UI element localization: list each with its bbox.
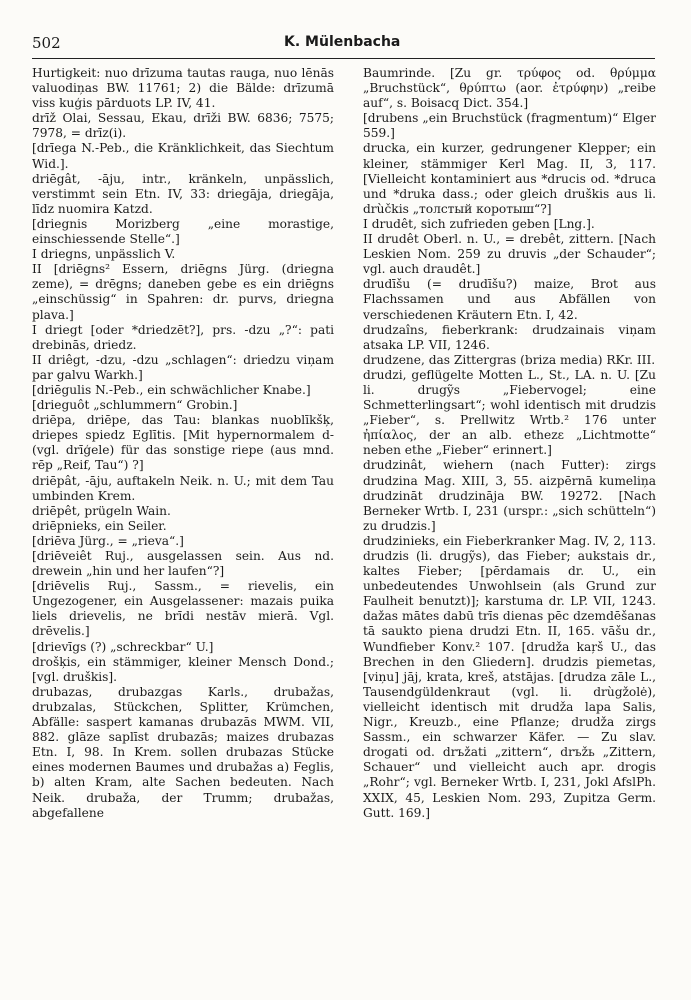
dictionary-entry: I driegt [oder *driedzēt?], prs. -dzu „?“: pati drebinās, driedz. [32, 322, 334, 352]
page-header [32, 34, 655, 54]
dictionary-entry: drudzis (li. drugỹs), das Fieber; aukstais dr., kaltes Fieber; [pērdamais dr. U., ein unbedeutendes Unwohlsein (als Grund zur Faulheit benutzt)]; karstuma dr. LP. VII, 1243. dažas mātes dabū trīs dienas pēc dzemdēšanas tā saukto piena drudzi Etn. II, 165. vāšu dr., Wundfieber Konv.² 107. [drudža kaŗš U., das Brechen in den Gliedern]. drudzis piemetas, [viņu] jāj, krata, kreš, atstājas. [drudza zāle L., Tausendgüldenkraut (vgl. li. drùgžolė), vielleicht identisch mit drudža lapa Salis, Nigr., Kreuzb., eine Pflanze; drudža zirgs Sassm., ein schwarzer Käfer. — Zu slav. drogati od. drъžati „zittern“, drъžь „Zittern, Schauer“ und vielleicht auch apr. drogis „Rohr“; vgl. Berneker Wrtb. I, 231, Jokl AfslPh. XXIX, 45, Leskien Nom. 293, Zupitza Germ. Gutt. 169.] [363, 549, 656, 820]
dictionary-entry: [driēvelis Ruj., Sassm., = rievelis, ein Ungezogener, ein Ausgelassener: mazais puika liels drievelis, ne brīdi nestāv mierā. Vgl. drēvelis.] [32, 579, 334, 639]
dictionary-entry: drudzinieks, ein Fieberkranker Mag. IV, 2, 113. [363, 533, 656, 548]
dictionary-entry: [drīega N.-Peb., die Kränklichkeit, das Siechtum Wid.]. [32, 141, 334, 171]
dictionary-entry: drīž Olai, Sessau, Ekau, drīži BW. 6836; 7575; 7978, = drīz(i). [32, 111, 334, 141]
dictionary-entry: [driēgulis N.-Peb., ein schwächlicher Knabe.] [32, 382, 311, 397]
right-column [363, 66, 656, 986]
dictionary-entry: [driegnis Morizberg „eine morastige, einschiessende Stelle“.] [32, 216, 334, 247]
dictionary-entry: driēpa, driēpe, das Tau: blankas nuoblīkšķ, driepes spiedz Eglītis. [Mit hypernormalem d- (vgl. drīģele) für das sonstige riepe (aus mnd. rēp „Reif, Tau“) ?] [32, 413, 334, 473]
page-number: 502 [32, 34, 61, 52]
dictionary-entry: II driêgt, -dzu, -dzu „schlagen“: driedzu viņam par galvu Warkh.] [32, 352, 334, 382]
dictionary-entry: drošķis, ein stämmiger, kleiner Mensch Dond.; [vgl. druškis]. [32, 654, 334, 684]
dictionary-entry: I driegns, unpässlich V. [32, 247, 176, 262]
dictionary-entry: II drudêt Oberl. n. U., = drebêt, zittern. [Nach Leskien Nom. 259 zu druvis „der Schauder“; vgl. auch draudêt.] [363, 232, 656, 277]
dictionary-entry: II [driēgns² Essern, driēgns Jürg. (driegna zeme), = drēgns; daneben gebe es ein driēgns „einschüssig“ in Spahren: dr. purvs, driegna plava.] [32, 262, 334, 322]
dictionary-entry: drudzene, das Zittergras (briza media) RKr. III. [363, 352, 656, 367]
dictionary-entry: drudzi, geflügelte Motten L., St., LA. n. U. [Zu li. drugỹs „Fiebervogel; eine Schmetterlingsart“; wohl identisch mit drudzis „Fieber“, s. Prellwitz Wrtb.² 176 unter ἠπίαλος, der an alb. ethezε „Lichtmotte“ neben ethe „Fieber“ erinnert.] [363, 367, 656, 458]
dictionary-entry: drudzaîns, fieberkrank: drudzainais viņam atsaka LP. VII, 1246. [363, 322, 656, 352]
dictionary-entry: driēpnieks, ein Seiler. [32, 518, 167, 533]
dictionary-entry: drucka, ein kurzer, gedrungener Klepper; ein kleiner, stämmiger Kerl Mag. II, 3, 117. [Vielleicht kontaminiert aus *drucis od. *druca und *druka dass.; oder gleich druškis aus li. drùčkis „толстый коротыш“?] [363, 141, 656, 216]
dictionary-entry: driēgât, -āju, intr., kränkeln, unpässlich, verstimmt sein Etn. IV, 33: driegāja, driegāja, līdz nuomira Katzd. [32, 171, 334, 216]
dictionary-entry: drubazas, drubazgas Karls., drubažas, drubzalas, Stückchen, Splitter, Krümchen, Abfälle: saspert kamanas drubazās MWM. VII, 882. glāze saplīst drubazās; maizes drubazas Etn. I, 98. In Krem. sollen drubazas Stücke eines modernen Baumes und drubažas a) Feglis, b) alten Kram, alte Sachen bedeuten. Nach Neik. drubaža, der Trumm; drubažas, abgefallene [32, 684, 334, 820]
header-rule [32, 58, 655, 59]
dictionary-entry: [drieguôt „schlummern“ Grobin.] [32, 398, 238, 413]
dictionary-entry: [driēveiêt Ruj., ausgelassen sein. Aus nd. drewein „hin und her laufen“?] [32, 549, 334, 579]
left-column [32, 66, 334, 986]
dictionary-entry: Baumrinde. [Zu gr. τρύφος od. θρύμμα „Bruchstück“, θρύπτω (aor. ἐτρύφην) „reibe auf“, s. Boisacq Dict. 354.] [363, 66, 656, 111]
dictionary-entry: driēpât, -āju, auftakeln Neik. n. U.; mit dem Tau umbinden Krem. [32, 473, 334, 503]
dictionary-entry: I drudêt, sich zufrieden geben [Lng.]. [363, 216, 595, 231]
dictionary-entry: [drievīgs (?) „schreckbar“ U.] [32, 639, 214, 654]
dictionary-entry: driēpêt, prügeln Wain. [32, 503, 171, 518]
dictionary-entry: Hurtigkeit: nuo drīzuma tautas rauga, nuo lēnās valuodiņas BW. 11761; 2) die Bälde: drīzumā viss kuģis pārduots LP. IV, 41. [32, 66, 334, 111]
dictionary-entry: drudīšu (= drudīšu?) maize, Brot aus Flachssamen und aus Abfällen von verschiedenen Kräutern Etn. I, 42. [363, 277, 656, 322]
running-head: K. Mülenbacha [284, 34, 401, 50]
dictionary-entry: [driēva Jürg., = „rieva“.] [32, 533, 184, 548]
dictionary-entry: drudzinât, wiehern (nach Futter): zirgs drudzina Mag. XIII, 3, 55. aizpērnā kumeliņa drudzināt drudzināja BW. 19272. [Nach Berneker Wrtb. I, 231 (urspr.: „sich schütteln“) zu drudzis.] [363, 458, 656, 533]
dictionary-entry: [drubens „ein Bruchstück (fragmentum)“ Elger 559.] [363, 111, 656, 141]
